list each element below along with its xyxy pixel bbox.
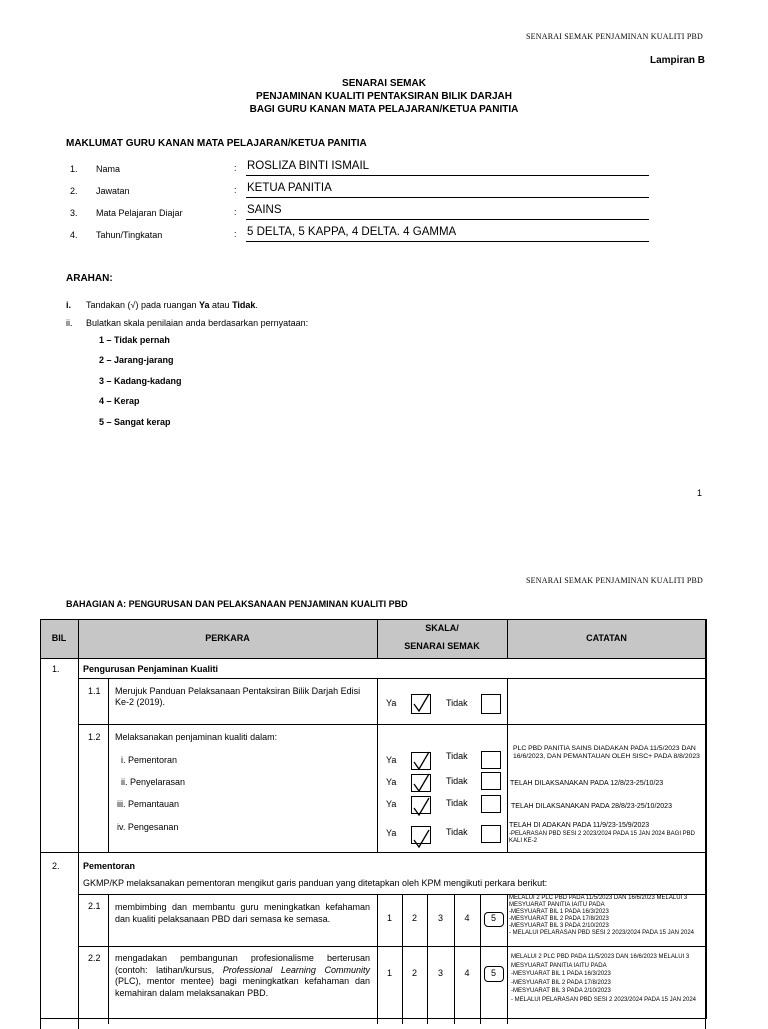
catatan-line: -MESYUARAT BIL 3 PADA 2/10/2023	[511, 988, 611, 995]
instruction-i: Tandakan (√) pada ruangan Ya atau Tidak.	[86, 300, 258, 310]
catatan-penyelarasan: TELAH DILAKSANAKAN PADA 12/8/23-25/10/23	[510, 780, 664, 787]
scale-4[interactable]: 4	[464, 913, 470, 923]
tidak-label: Tidak	[446, 776, 468, 786]
field-label: Nama	[96, 164, 121, 174]
sec1-num: 1.	[52, 664, 60, 674]
catatan-line: - MELALUI PELARASAN PBD SESI 2 2023/2024 PADA 15 JAN 2024	[511, 996, 696, 1003]
running-header: SENARAI SEMAK PENJAMINAN KUALITI PBD	[526, 32, 703, 41]
head-senarai-semak: SENARAI SEMAK	[404, 641, 480, 651]
catatan-2-2	[511, 953, 705, 1005]
row-text: Merujuk Panduan Pelaksanaan Pentaksiran Bilik Darjah Edisi Ke-2 (2019).	[115, 686, 361, 707]
row-text: membimbing dan membantu guru meningkatkan kefahaman dan kualiti pelaksanaan PBD dari semasa ke semasa.	[115, 902, 370, 924]
ya-label: Ya	[386, 755, 397, 765]
doc-title-2: PENJAMINAN KUALITI PENTAKSIRAN BILIK DARJAH	[256, 91, 512, 102]
tidak-checkbox[interactable]	[481, 795, 501, 813]
field-sep: :	[234, 185, 237, 195]
ya-label: Ya	[386, 799, 397, 809]
field-value: ROSLIZA BINTI ISMAIL	[247, 160, 370, 172]
ya-label: Ya	[386, 777, 397, 787]
tidak-checkbox[interactable]	[481, 751, 501, 769]
catatan-line: -MESYUARAT BIL 1 PADA 16/3/2023	[511, 971, 611, 978]
sec1-title: Pengurusan Penjaminan Kualiti	[83, 664, 219, 674]
sub-item-penyelarasan: ii. Penyelarasan	[121, 777, 186, 787]
instruction-ii: Bulatkan skala penilaian anda berdasarkan pernyataan:	[86, 318, 309, 328]
tidak-label: Tidak	[446, 698, 468, 708]
scale-5-selected[interactable]: 5	[490, 913, 496, 923]
ya-label: Ya	[386, 828, 397, 838]
tidak-label: Tidak	[446, 798, 468, 808]
field-value: KETUA PANITIA	[247, 182, 332, 194]
sub-item-pemantauan: iii. Pemantauan	[117, 799, 180, 809]
catatan-pemantauan: TELAH DILAKSANAKAN PADA 28/8/23-25/10/2023	[511, 803, 672, 810]
tidak-label: Tidak	[446, 751, 468, 761]
instr-ii-num: ii.	[66, 318, 73, 328]
field-sep: :	[234, 207, 237, 217]
sec2-title: Pementoran	[83, 861, 136, 871]
field-num: 3.	[70, 208, 78, 218]
field-num: 2.	[70, 186, 78, 196]
field-num: 1.	[70, 164, 78, 174]
running-header-2: SENARAI SEMAK PENJAMINAN KUALITI PBD	[526, 576, 703, 585]
page-number: 1	[697, 488, 703, 498]
catatan-line: -MESYUARAT BIL 1 PADA 16/3/2023	[509, 909, 609, 915]
check-mark-icon	[411, 692, 431, 714]
row-num: 2.2	[88, 953, 101, 963]
check-mark-icon	[411, 796, 431, 818]
arahan-heading: ARAHAN:	[66, 273, 113, 284]
lampiran-label: Lampiran B	[650, 55, 706, 66]
section-a-title: BAHAGIAN A: PENGURUSAN DAN PELAKSANAAN PENJAMINAN KUALITI PBD	[66, 599, 408, 609]
field-sep: :	[234, 163, 237, 173]
head-catatan: CATATAN	[586, 633, 627, 643]
tidak-checkbox[interactable]	[481, 694, 501, 714]
scale-item: 5 – Sangat kerap	[99, 417, 171, 427]
scale-5-selected[interactable]: 5	[490, 968, 496, 978]
row-num: 2.1	[88, 901, 101, 911]
scale-1[interactable]: 1	[386, 968, 392, 978]
scale-4[interactable]: 4	[464, 968, 470, 978]
tidak-label: Tidak	[446, 827, 468, 837]
catatan-pementoran: PLC PBD PANITIA SAINS DIADAKAN PADA 11/5/2023 DAN 16/6/2023, DAN PEMANTAUAN OLEH SISC+ PADA 8/8/2023	[513, 745, 700, 760]
scale-1[interactable]: 1	[386, 913, 392, 923]
field-num: 4.	[70, 230, 78, 240]
catatan-line: -MESYUARAT BIL 2 PADA 17/8/2023	[509, 916, 609, 922]
field-value: 5 DELTA, 5 KAPPA, 4 DELTA. 4 GAMMA	[247, 226, 457, 238]
sec2-num: 2.	[52, 861, 60, 871]
field-value: SAINS	[247, 204, 282, 216]
scale-3[interactable]: 3	[437, 913, 443, 923]
field-label: Tahun/Tingkatan	[96, 230, 163, 240]
field-sep: :	[234, 229, 237, 239]
catatan-line: -MESYUARAT BIL 3 PADA 2/10/2023	[509, 923, 609, 929]
scale-2[interactable]: 2	[411, 968, 417, 978]
instr-i-num: i.	[66, 300, 72, 310]
scale-2[interactable]: 2	[411, 913, 417, 923]
doc-title-3: BAGI GURU KANAN MATA PELAJARAN/KETUA PANITIA	[249, 104, 519, 115]
ya-label: Ya	[386, 698, 397, 708]
row-text: mengadakan pembangunan profesionalisme berterusan (contoh: latihan/kursus, Professional Learning Community (PLC), mentor mentee) bagi meningkatkan kefahaman dan kemahiran dalam melaksanakan PBD.	[115, 953, 370, 998]
scale-item: 1 – Tidak pernah	[99, 335, 170, 345]
scale-3[interactable]: 3	[437, 968, 443, 978]
sec2-desc: GKMP/KP melaksanakan pementoran mengikut garis panduan yang ditetapkan oleh KPM mengikuti perkara berikut:	[83, 878, 548, 888]
check-mark-icon	[411, 772, 431, 794]
row-num: 1.2	[88, 732, 101, 742]
tidak-checkbox[interactable]	[481, 772, 501, 790]
catatan-line: - MELALUI PELARASAN PBD SESI 2 2023/2024 PADA 15 JAN 2024	[509, 930, 694, 936]
catatan-pengesanan: TELAH DI ADAKAN PADA 11/9/23-15/9/2023	[509, 822, 650, 829]
scale-item: 3 – Kadang-kadang	[99, 376, 182, 386]
row-num: 1.1	[88, 686, 101, 696]
scale-item: 4 – Kerap	[99, 396, 140, 406]
section-heading: MAKLUMAT GURU KANAN MATA PELAJARAN/KETUA PANITIA	[66, 138, 367, 149]
field-label: Jawatan	[96, 186, 130, 196]
sub-item-pengesanan: iv. Pengesanan	[117, 822, 179, 832]
sub-item-pementoran: i. Pementoran	[121, 755, 178, 765]
catatan-2-1	[509, 895, 705, 937]
head-skala: SKALA/	[425, 623, 459, 633]
row-text: Melaksanakan penjaminan kualiti dalam:	[115, 732, 278, 742]
field-label: Mata Pelajaran Diajar	[96, 208, 183, 218]
catatan-line: MELALUI 2 PLC PBD PADA 11/5/2023 DAN 16/6/2023 MELALUI 3 MESYUARAT PANITIA IAITU PADA	[511, 954, 690, 969]
check-mark-icon	[411, 828, 431, 850]
check-mark-icon	[411, 750, 431, 772]
scale-circle	[484, 912, 504, 927]
scale-circle	[484, 966, 504, 982]
doc-title-1: SENARAI SEMAK	[342, 78, 426, 89]
catatan-line: -MESYUARAT BIL 2 PADA 17/8/2023	[511, 979, 611, 986]
head-bil: BIL	[51, 633, 67, 643]
tidak-checkbox[interactable]	[481, 825, 501, 843]
scale-item: 2 – Jarang-jarang	[99, 355, 174, 365]
catatan-pengesanan-2: -PELARASAN PBD SESI 2 2023/2024 PADA 15 JAN 2024 BAGI PBD KALI KE-2	[509, 831, 695, 844]
catatan-line: MELALUI 2 PLC PBD PADA 11/5/2023 DAN 16/6/2023 MELALUI 3 MESYUARAT PANITIA IAITU PADA	[509, 895, 688, 908]
head-perkara: PERKARA	[205, 633, 250, 643]
